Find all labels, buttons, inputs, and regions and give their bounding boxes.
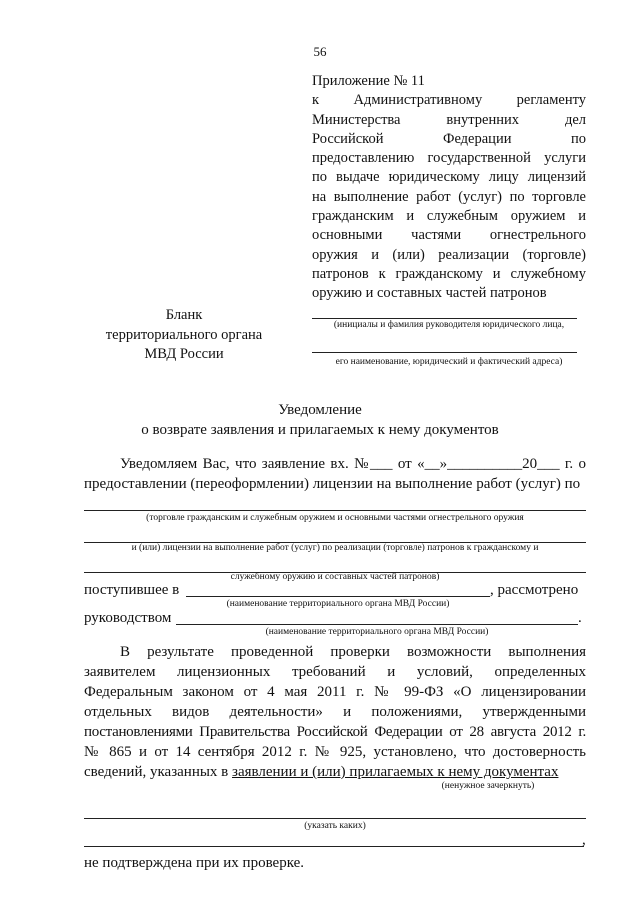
body-line: Уведомляем Вас, что заявление вх. №___ от «__»__________20___ г. о [120,456,586,472]
document-subtitle: о возврате заявления и прилагаемых к нему документов [141,422,499,438]
caption-sale: и (или) лицензии на выполнение работ (услуг) по реализации (торговле) патронов к гражданскому и [131,543,539,553]
appendix-line: к Административному регламенту [312,92,586,109]
comma: , [582,832,586,848]
which-field-2[interactable] [84,846,584,847]
closing-line: не подтверждена при их проверке. [84,855,305,871]
body-line: заявителем лицензионных требований и условий, определенных [84,664,586,680]
appendix-line: Российской Федерации по [312,130,586,147]
appendix-line: патронов к гражданскому и служебному [312,265,586,282]
recipient-line-2[interactable] [312,352,577,353]
sources-prefix: сведений, указанных в [84,764,233,780]
appendix-line: оружия и (или) реализации (торговле) [312,246,586,263]
appendix-line: предоставлению государственной услуги [312,150,586,167]
management-field[interactable] [176,624,578,625]
body-line: В результате проведенной проверки возможности выполнения [120,644,586,660]
body-line: Федеральным законом от 4 мая 2011 г. № 99-ФЗ «О лицензировании [84,684,586,700]
document-title: Уведомление [278,402,362,418]
caption-organ-2: (наименование территориального органа МВД России) [265,627,489,637]
caption-organ-1: (наименование территориального органа МВД России) [226,599,450,609]
appendix-line: на выполнение работ (услуг) по торговле [312,188,586,205]
appendix-line: по выдаче юридическому лицу лицензий [312,169,586,186]
recipient-caption-2: его наименование, юридический и фактический адреса) [335,357,563,367]
strike-choice[interactable]: заявлении и (или) прилагаемых к нему документах [232,764,559,780]
recipient-line-1[interactable] [312,318,577,319]
body-line: отдельных видов деятельности» и положениями, утвержденными [84,704,586,720]
page-number: 56 [313,44,327,59]
appendix-line: оружию и составных частей патронов [312,285,547,302]
body-line: постановлениями Правительства Российской Федерации от 28 августа 2012 г. [84,724,586,740]
caption-trade: (торговле гражданским и служебным оружием и основными частями огнестрельного оружия [146,513,524,523]
caption-strike: (ненужное зачеркнуть) [441,781,535,791]
appendix-line: основными частями огнестрельного [312,227,586,244]
caption-which: (указать каких) [304,821,366,831]
management-end: . [578,610,582,626]
appendix-line: Министерства внутренних дел [312,111,586,128]
appendix-line: Приложение № 11 [312,73,425,89]
received-suffix: , рассмотрено [490,582,579,598]
blank-label: Бланк [165,307,203,323]
blank-ministry: МВД России [144,346,224,362]
appendix-block [312,72,586,304]
body-line [84,764,558,781]
appendix-line: гражданским и служебным оружием и [312,208,586,225]
management-label: руководством [84,610,172,626]
received-label: поступившее в [84,582,180,598]
blank-organ: территориального органа [105,326,263,343]
activity-line-1[interactable] [84,510,586,511]
letterhead-blank [104,306,264,365]
body-line: № 865 и от 14 сентября 2012 г. № 925, установлено, что достоверность [84,744,586,760]
received-organ-field[interactable] [186,596,490,597]
body-line: предоставлении (переоформлении) лицензии на выполнение работ (услуг) по [84,476,581,492]
which-field[interactable] [84,818,586,819]
caption-service: служебному оружию и составных частей патронов) [230,572,440,582]
recipient-caption-1: (инициалы и фамилия руководителя юридического лица, [333,320,565,330]
